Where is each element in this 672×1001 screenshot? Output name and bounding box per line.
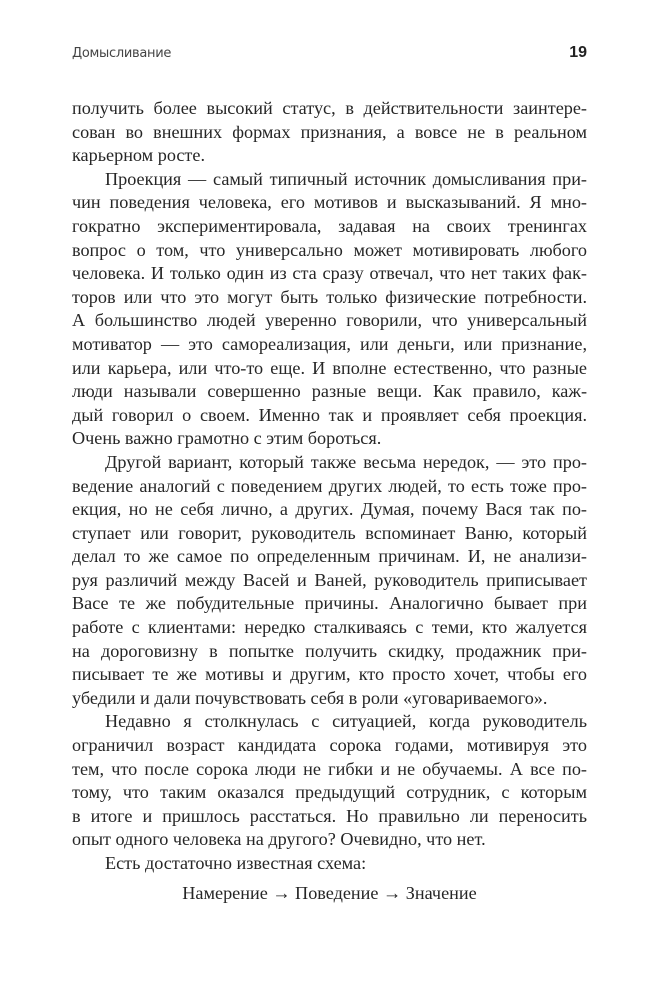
- text-line: люди называли совершенно разные вещи. Как правило, каж-: [72, 381, 587, 402]
- scheme-formula: Намерение → Поведение → Значение: [182, 883, 477, 903]
- text-line: сован во внешних формах признания, а вовсе не в реальном: [72, 121, 587, 142]
- text-line: убедили и дали почувствовать себя в роли «уговариваемого».: [72, 687, 548, 708]
- text-line: карьерном росте.: [72, 145, 206, 166]
- body-text: [72, 97, 587, 876]
- paragraph: [72, 97, 587, 168]
- paragraph: [72, 710, 587, 852]
- running-header: [72, 44, 587, 66]
- text-line: человека. И только один из ста сразу отвечал, что нет таких фак-: [72, 263, 587, 284]
- text-line: Проекция — самый типичный источник домысливания при-: [105, 168, 587, 189]
- text-line: Недавно я столкнулась с ситуацией, когда руководитель: [105, 711, 587, 732]
- page-number: 19: [569, 44, 587, 61]
- text-line: ступает или говорит, руководитель вспоминает Ваню, который: [72, 522, 587, 543]
- text-line: екция, но не себя лично, а других. Думая, почему Вася так по-: [72, 499, 587, 520]
- text-line: ограничил возраст кандидата сорока годами, мотивируя это: [72, 735, 587, 756]
- paragraph: [72, 168, 587, 451]
- running-title: Домысливание: [72, 46, 172, 61]
- text-line: работе с клиентами: нередко сталкиваясь с теми, кто жалуется: [72, 617, 587, 638]
- text-line: на дороговизну в попытке получить скидку, продажник при-: [72, 640, 587, 661]
- text-line: мотиватор — это самореализация, или деньги, или признание,: [72, 333, 587, 354]
- text-line: вопрос о том, что универсально может мотивировать любого: [72, 239, 587, 260]
- text-line: получить более высокий статус, в действительности заинтере-: [72, 98, 587, 118]
- text-line: Другой вариант, который также весьма нередок, — это про-: [105, 451, 587, 472]
- text-line: чин поведения человека, его мотивов и высказываний. Я мно-: [72, 192, 587, 213]
- text-line: Есть достаточно известная схема:: [105, 853, 367, 873]
- text-line: Очень важно грамотно с этим бороться.: [72, 428, 382, 449]
- paragraph: [72, 451, 587, 711]
- text-line: делал то же самое по определенным причинам. И, не анализи-: [72, 546, 587, 567]
- text-line: тем, что после сорока люди не гибки и не обучаемы. А все по-: [72, 758, 587, 779]
- text-line: тому, что таким оказался предыдущий сотрудник, с которым: [72, 782, 587, 803]
- text-line: опыт одного человека на другого? Очевидно, что нет.: [72, 829, 486, 850]
- text-line: в итоге и пришлось расстаться. Но правильно ли переносить: [72, 805, 587, 826]
- text-line: ведение аналогий с поведением других людей, то есть тоже про-: [72, 475, 587, 496]
- text-line: или карьера, или что-то еще. И вполне естественно, что разные: [72, 357, 587, 378]
- paragraph: [72, 852, 587, 876]
- text-line: гократно экспериментировала, задавая на своих тренингах: [72, 215, 587, 236]
- text-line: торов или что это могут быть только физические потребности.: [72, 286, 587, 307]
- text-line: Васе те же побудительные причины. Аналогично бывает при: [72, 593, 587, 614]
- text-line: писывает те же мотивы и другим, кто просто хочет, чтобы его: [72, 664, 587, 685]
- text-line: А большинство людей уверенно говорили, что универсальный: [72, 310, 587, 331]
- text-line: дый говорил о своем. Именно так и проявляет себя проекция.: [72, 404, 587, 425]
- text-line: руя различий между Васей и Ваней, руководитель приписывает: [72, 569, 587, 590]
